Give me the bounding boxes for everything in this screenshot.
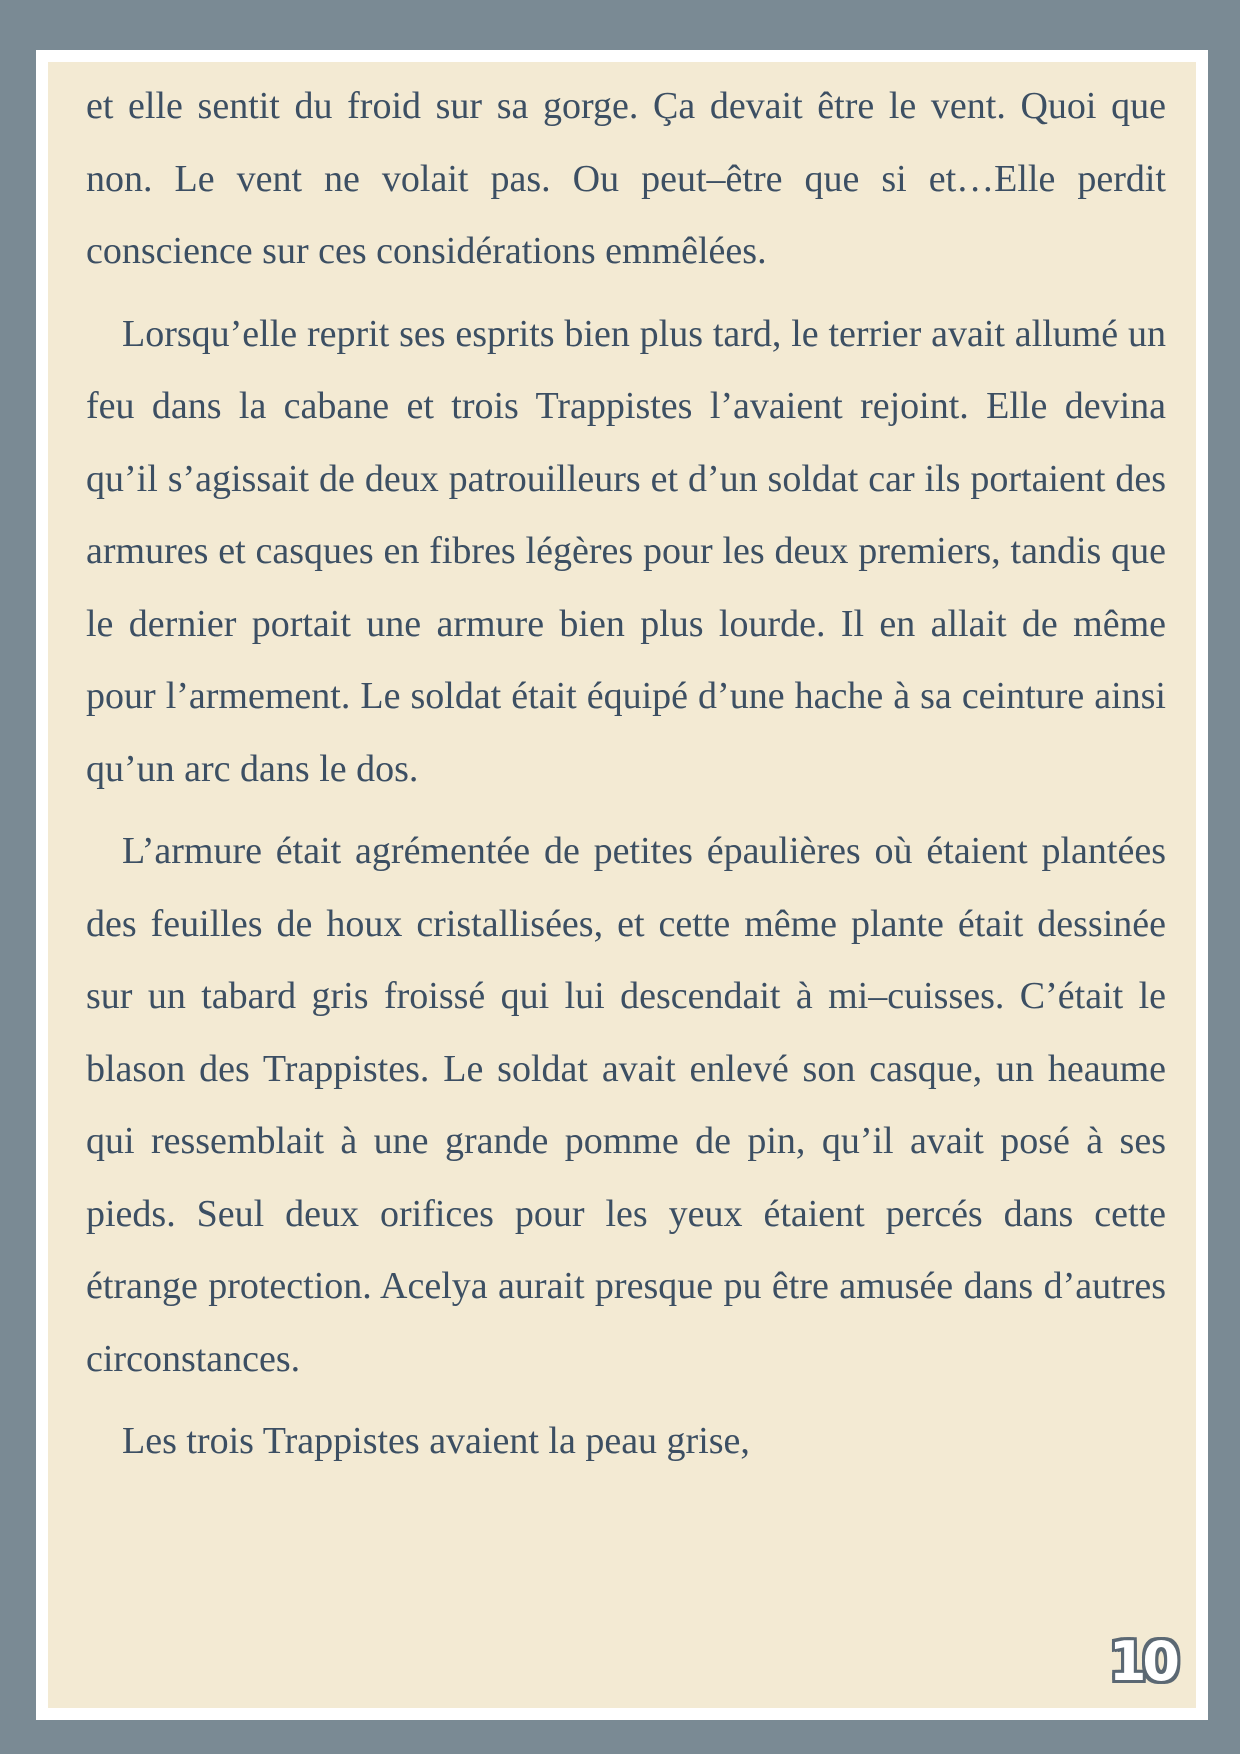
page-number: 10 [1108, 1630, 1176, 1693]
paragraph-3: L’armure était agrémentée de petites épaulières où étaient plantées des feuilles de houx cristallisées, et cette même plante était dessinée sur un tabard gris froissé qui lui descendait à mi–cuisses. C’était le blason des Trappistes. Le soldat avait enlevé son casque, un heaume qui ressemblait à une grande pomme de pin, qu’il avait posé à ses pieds. Seul deux orifices pour les yeux étaient percés dans cette étrange protection. Acelya aurait presque pu être amusée dans d’autres circonstances. [86, 830, 1166, 1380]
book-page [48, 62, 1196, 1708]
paragraph-2: Lorsqu’elle reprit ses esprits bien plus tard, le terrier avait allumé un feu dans la cabane et trois Trappistes l’avaient rejoint. Elle devina qu’il s’agissait de deux patrouilleurs et d’un soldat car ils portaient des armures et casques en fibres légères pour les deux premiers, tandis que le dernier portait une armure bien plus lourde. Il en allait de même pour l’armement. Le soldat était équipé d’une hache à sa ceinture ainsi qu’un arc dans le dos. [86, 312, 1166, 790]
page-text [86, 70, 1166, 1488]
page-frame [36, 50, 1208, 1720]
paragraph-4: Les trois Trappistes avaient la peau grise, [122, 1420, 750, 1462]
paragraph-1: et elle sentit du froid sur sa gorge. Ça devait être le vent. Quoi que non. Le vent ne volait pas. Ou peut–être que si et…Elle perdit conscience sur ces considérations emmêlées. [86, 85, 1166, 272]
